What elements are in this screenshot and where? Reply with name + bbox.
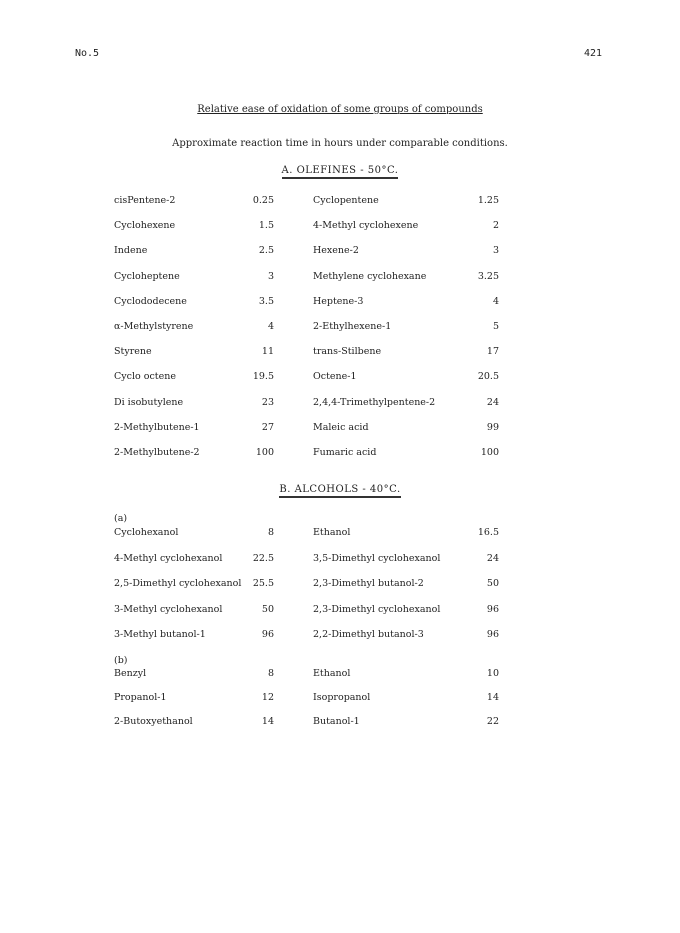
compound-right: Isopropanol <box>313 692 371 703</box>
table-row <box>0 578 680 592</box>
time-right: 99 <box>486 421 499 433</box>
compound-right: Ethanol <box>313 527 351 538</box>
time-left: 4 <box>267 321 274 332</box>
table-row <box>0 553 680 567</box>
time-left: 23 <box>261 396 274 408</box>
compound-left: α-Methylstyrene <box>114 321 194 332</box>
time-left: 14 <box>261 716 274 727</box>
compound-right: trans-Stilbene <box>313 346 382 358</box>
section-olefines-heading <box>0 165 680 176</box>
table-row <box>0 447 680 461</box>
table-row <box>0 195 680 209</box>
time-left: 25.5 <box>252 578 274 589</box>
table-subtitle: Approximate reaction time in hours under comparable conditions. <box>172 138 508 149</box>
time-right: 24 <box>486 396 499 408</box>
compound-left: 4-Methyl cyclohexanol <box>114 552 223 564</box>
time-right: 3 <box>492 245 499 257</box>
time-right: 14 <box>486 692 499 703</box>
table-row <box>0 321 680 335</box>
time-left: 2.5 <box>258 245 274 257</box>
time-left: 12 <box>261 692 274 703</box>
time-left: 27 <box>261 421 274 433</box>
time-right: 96 <box>486 603 499 615</box>
table-row <box>0 245 680 259</box>
compound-right: 2,2-Dimethyl butanol-3 <box>313 629 424 640</box>
time-right: 96 <box>486 629 499 640</box>
compound-left: Benzyl <box>114 668 147 679</box>
compound-left: 2,5-Dimethyl cyclohexanol <box>114 578 242 589</box>
time-right: 1.25 <box>477 195 499 206</box>
compound-left: 2-Methylbutene-2 <box>114 447 200 458</box>
compound-right: 2-Ethylhexene-1 <box>313 321 392 332</box>
table-row <box>0 397 680 411</box>
compound-right: Maleic acid <box>313 421 369 433</box>
time-left: 8 <box>267 668 274 679</box>
table-row <box>0 716 680 730</box>
table-row <box>0 346 680 360</box>
time-right: 16.5 <box>477 527 499 538</box>
compound-left: Cyclohexanol <box>114 527 179 538</box>
compound-right: Methylene cyclohexane <box>313 270 427 282</box>
compound-right: 3,5-Dimethyl cyclohexanol <box>313 552 441 564</box>
table-title: Relative ease of oxidation of some groups of compounds <box>197 104 483 115</box>
table-row <box>0 422 680 436</box>
section-alcohols-heading <box>0 484 680 495</box>
time-right: 3.25 <box>477 270 499 282</box>
compound-right: Butanol-1 <box>313 716 360 727</box>
section-heading-text: B. ALCOHOLS - 40°C. <box>279 484 400 498</box>
compound-right: 2,4,4-Trimethylpentene-2 <box>313 396 436 408</box>
time-right: 4 <box>492 295 499 307</box>
table-row <box>0 271 680 285</box>
compound-left: Cyclo octene <box>114 371 176 383</box>
compound-right: Hexene-2 <box>313 245 359 257</box>
time-left: 8 <box>267 527 274 538</box>
time-right: 5 <box>492 321 499 332</box>
compound-left: Indene <box>114 245 148 257</box>
compound-left: 2-Butoxyethanol <box>114 716 193 727</box>
time-left: 22.5 <box>252 552 274 564</box>
compound-left: Propanol-1 <box>114 692 167 703</box>
group-b-label: (b) <box>114 655 128 666</box>
compound-left: cisPentene-2 <box>114 195 176 206</box>
compound-right: Fumaric acid <box>313 447 377 458</box>
time-left: 3.5 <box>258 295 274 307</box>
time-left: 11 <box>261 346 274 358</box>
table-row <box>0 692 680 706</box>
compound-right: Heptene-3 <box>313 295 364 307</box>
group-a-label: (a) <box>114 513 128 524</box>
compound-right: 2,3-Dimethyl butanol-2 <box>313 578 424 589</box>
page-number: 421 <box>584 48 603 59</box>
table-row <box>0 296 680 310</box>
compound-right: 2,3-Dimethyl cyclohexanol <box>313 603 441 615</box>
time-right: 100 <box>480 447 499 458</box>
table-row <box>0 604 680 618</box>
time-left: 50 <box>261 603 274 615</box>
time-right: 22 <box>486 716 499 727</box>
table-row <box>0 220 680 234</box>
compound-left: Styrene <box>114 346 152 358</box>
compound-left: Cycloheptene <box>114 270 180 282</box>
time-left: 96 <box>261 629 274 640</box>
compound-left: Cyclododecene <box>114 295 187 307</box>
compound-left: Cyclohexene <box>114 220 176 232</box>
time-right: 24 <box>486 552 499 564</box>
time-left: 0.25 <box>252 195 274 206</box>
time-left: 1.5 <box>258 220 274 232</box>
section-heading-text: A. OLEFINES - 50°C. <box>282 165 399 179</box>
compound-left: 3-Methyl butanol-1 <box>114 629 206 640</box>
journal-issue: No.5 <box>75 48 100 59</box>
time-left: 100 <box>255 447 274 458</box>
time-left: 3 <box>267 270 274 282</box>
compound-right: Ethanol <box>313 668 351 679</box>
compound-right: 4-Methyl cyclohexene <box>313 220 419 232</box>
time-right: 17 <box>486 346 499 358</box>
time-left: 19.5 <box>252 371 274 383</box>
time-right: 10 <box>486 668 499 679</box>
compound-left: 3-Methyl cyclohexanol <box>114 603 223 615</box>
compound-left: Di isobutylene <box>114 396 184 408</box>
table-row <box>0 668 680 682</box>
table-row <box>0 371 680 385</box>
time-right: 2 <box>492 220 499 232</box>
time-right: 50 <box>486 578 499 589</box>
compound-left: 2-Methylbutene-1 <box>114 421 200 433</box>
table-row <box>0 527 680 541</box>
time-right: 20.5 <box>477 371 499 383</box>
table-row <box>0 629 680 643</box>
compound-right: Cyclopentene <box>313 195 379 206</box>
compound-right: Octene-1 <box>313 371 357 383</box>
